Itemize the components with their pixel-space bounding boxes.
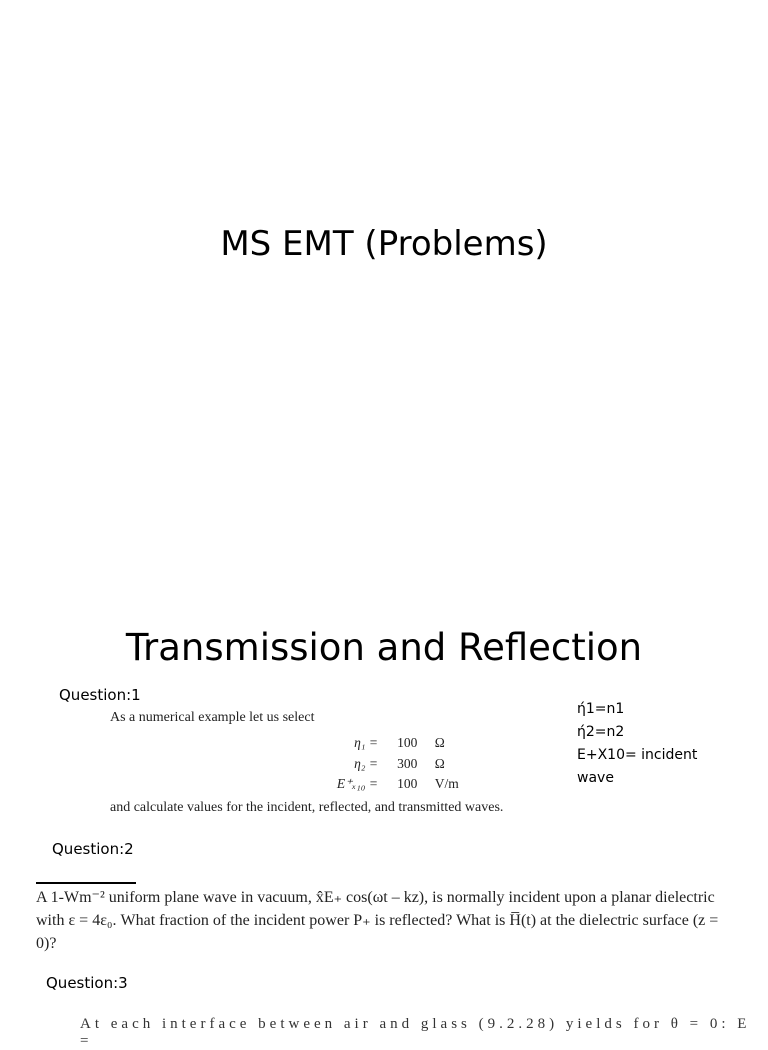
scan-rule-line [36,882,136,884]
question-2-label: Question:2 [52,840,134,858]
slide-title: MS EMT (Problems) [220,224,548,264]
equation-unit: V/m [434,776,459,791]
equation-eta2 [320,756,445,772]
notes-box [577,698,697,790]
question-1-label: Question:1 [59,686,141,704]
question-1-intro: As a numerical example let us select [110,710,315,725]
note-line: ή2=n2 [577,724,625,740]
equation-ex10 [320,776,459,792]
section-title: Transmission and Reflection [125,626,643,669]
note-line: ή1=n1 [577,701,625,717]
equation-lhs: E⁺ₓ₁₀ = [336,776,378,791]
note-line: wave [577,770,614,786]
equation-lhs: η₁ = [354,735,378,750]
equation-value: 300 [397,756,418,771]
question-3-label: Question:3 [46,974,128,992]
question-3-cut-text: At each interface between air and glass (9.2.28) yields for θ = 0: E = [80,1016,751,1049]
question-2-text: A 1-Wm⁻² uniform plane wave in vacuum, x̂E₊ cos(ωt – kz), is normally incident upon a planar dielectric with ε = 4ε₀. What fraction of the incident power P₊ is reflected? What is H̅(t) at the dielectric surface (z = 0)? [36,889,719,952]
equation-unit: Ω [434,756,445,771]
equation-eta1 [320,735,445,751]
note-line: E+X10= incident [577,747,698,763]
equation-unit: Ω [434,735,445,750]
equation-lhs: η₂ = [354,756,378,771]
question-1-outro: and calculate values for the incident, reflected, and transmitted waves. [110,800,504,815]
equation-value: 100 [397,776,418,791]
equation-value: 100 [397,735,418,750]
